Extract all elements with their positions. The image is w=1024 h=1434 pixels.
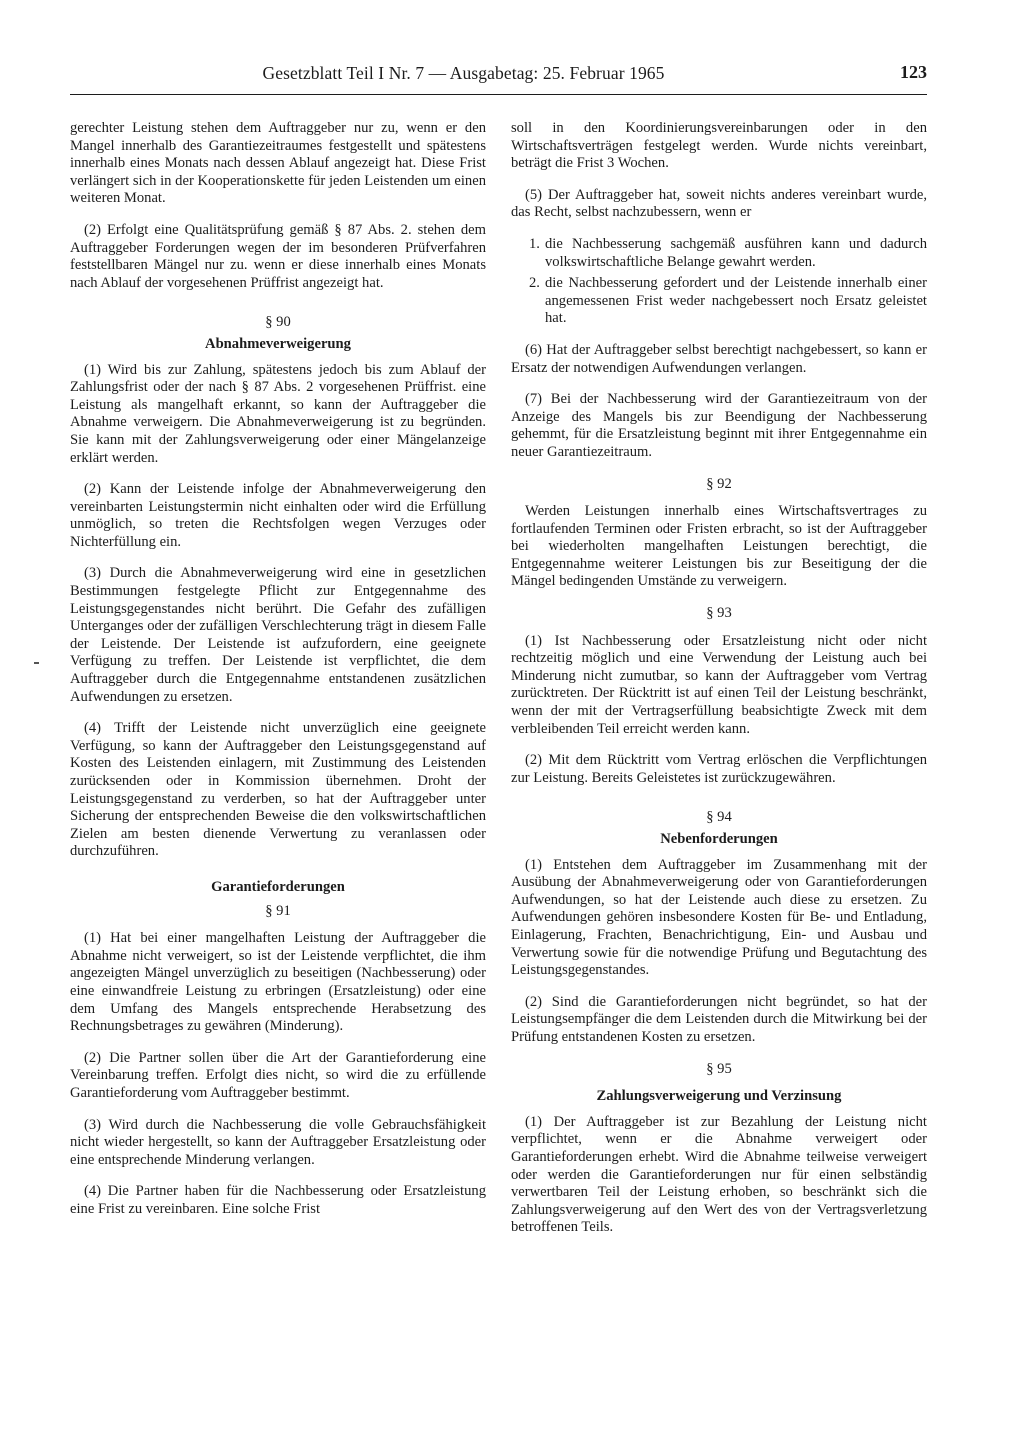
paragraph: (6) Hat der Auftraggeber selbst berechtigt nachgebessert, so kann er Ersatz der notwendigen Aufwendungen verlangen. [511, 341, 927, 376]
paragraph: (1) Ist Nachbesserung oder Ersatzleistung nicht oder nicht rechtzeitig möglich und eine Verwendung der Leistung auch bei Minderung nicht zumutbar, so kann der Auftraggeber vom Vertrag zurücktreten. Der Rücktritt ist auf einen Teil der Leistung beschränkt, wenn der mit der Vertragserfüllung beabsichtigte Zweck mit dem verbleibenden Teil erreicht werden kann. [511, 632, 927, 737]
paragraph: (4) Trifft der Leistende nicht unverzüglich eine geeignete Verfügung, so kann der Auftraggeber den Leistungsgegenstand auf Kosten des Leistenden einlagern, mit Zustimmung des Leistenden zurücksenden oder in Kommission übernehmen. Droht der Leistungsgegenstand zu verderben, so hat der Auftraggeber unter Sicherung der entsprechenden Beweise die den volkswirtschaftlichen Zielen am besten dienende Verwertung zu veranlassen oder durchzuführen. [70, 720, 486, 860]
section-heading-91: Garantieforderungen [211, 878, 345, 895]
right-column [511, 120, 927, 1251]
paragraph: (2) Die Partner sollen über die Art der Garantieforderung eine Vereinbarung treffen. Erfolgt dies nicht, so wird die zu erfüllende Garantieforderung vom Auftraggeber bestimmt. [70, 1049, 486, 1101]
left-column [70, 120, 486, 1232]
section-number-90: § 90 [265, 314, 291, 331]
numbered-list [511, 236, 927, 328]
list-item-text: die Nachbesserung sachgemäß ausführen kann und dadurch volkswirtschaftliche Belange gewahrt werden. [545, 235, 927, 270]
section-number-93: § 93 [706, 605, 732, 622]
paragraph: (1) Hat bei einer mangelhaften Leistung der Auftraggeber die Abnahme nicht verweigert, so ist der Leistende verpflichtet, die ihm angezeigten Mängel unverzüglich zu beseitigen (Nachbesserung) oder eine einwandfreie Leistung zu erbringen (Ersatzleistung) oder eine dem Umfang des Mangels entsprechende Herabsetzung des Rechnungsbetrages zu gewähren (Minderung). [70, 930, 486, 1035]
page-number: 123 [900, 62, 927, 82]
section-number-95: § 95 [706, 1060, 732, 1077]
paragraph: (3) Durch die Abnahmeverweigerung wird eine in gesetzlichen Bestimmungen festgelegte Pflicht zur Entgegennahme des Leistungsgegenstandes nicht berührt. Die Gefahr des zufälligen Unterganges oder der zufälligen Verschlechterung trägt in diesem Falle der Leistende. Der Leistende ist aufzufordern, eine geeignete Verfügung zu treffen. Der Leistende ist verpflichtet, die dem Auftraggeber durch die Entgegennahme entstandenen zusätzlichen Aufwendungen zu ersetzen. [70, 565, 486, 705]
section-number-94: § 94 [706, 809, 732, 826]
paragraph: (2) Erfolgt eine Qualitätsprüfung gemäß § 87 Abs. 2. stehen dem Auftraggeber Forderungen wegen der im besonderen Prüfverfahren feststellbaren Mängel nur zu. wenn er diese innerhalb eines Monats nach Ablauf der vorgesehenen Prüffrist angezeigt hat. [70, 221, 486, 291]
list-item [511, 236, 927, 271]
paragraph-continuation: gerechter Leistung stehen dem Auftraggeber nur zu, wenn er den Mangel innerhalb des Garantiezeitraumes festgestellt und spätestens innerhalb eines Monats nach dessen Ablauf angezeigt hat. Diese Frist verlängert sich in der Kooperationskette für jeden Leistenden um einen weiteren Monat. [70, 120, 486, 207]
header-title: Gesetzblatt Teil I Nr. 7 — Ausgabetag: 25. Februar 1965 [262, 63, 665, 83]
paragraph: Werden Leistungen innerhalb eines Wirtschaftsvertrages zu fortlaufenden Terminen oder Fristen erbracht, so ist der Auftraggeber bei wiederholten mangelhaften Leistungen berechtigt, die Entgegennahme weiterer Leistungen bis zur Beseitigung der die Mängel bedingenden Umstände zu verweigern. [511, 503, 927, 590]
paragraph: (1) Entstehen dem Auftraggeber im Zusammenhang mit der Ausübung der Abnahmeverweigerung oder von Garantieforderungen Aufwendungen, so hat der Leistende auch diese zu ersetzen. Zu Aufwendungen gehören insbesondere Kosten für Be- und Entladung, Einlagerung, Frachten, Benachrichtigung, Ein- und Ausbau und Verwertung sowie für die notwendige Prüfung und Begutachtung des Leistungsgegenstandes. [511, 856, 927, 979]
list-item-text: die Nachbesserung gefordert und der Leistende innerhalb einer angemessenen Frist weder nachgebessert noch Ersatz geleistet hat. [545, 275, 927, 327]
section-number-92: § 92 [706, 475, 732, 492]
section-heading-95: Zahlungsverweigerung und Verzinsung [596, 1088, 842, 1105]
paragraph: (7) Bei der Nachbesserung wird der Garantiezeitraum von der Anzeige des Mangels bis zur Beendigung der Nachbesserung gehemmt, für die Ersatzleistung beginnt mit ihrer Entgegennahme ein neuer Garantiezeitraum. [511, 391, 927, 460]
section-heading-90: Abnahmeverweigerung [205, 335, 351, 352]
list-number: 2. [529, 275, 540, 292]
section-number-91: § 91 [265, 902, 291, 919]
section-heading-94: Nebenforderungen [660, 831, 778, 847]
paragraph: (2) Kann der Leistende infolge der Abnahmeverweigerung den vereinbarten Leistungstermin nicht einhalten oder wird die Erfüllung unmöglich, so treten die Rechtsfolgen wegen Verzuges oder Nichterfüllung ein. [70, 481, 486, 550]
page-header [70, 60, 927, 95]
paragraph: (2) Sind die Garantieforderungen nicht begründet, so hat der Leistungsempfänger die dem Leistenden durch die Mitwirkung bei der Prüfung entstandenen Kosten zu ersetzen. [511, 993, 927, 1045]
list-number: 1. [529, 235, 540, 252]
paragraph: (1) Wird bis zur Zahlung, spätestens jedoch bis zum Ablauf der Zahlungsfrist oder der nach § 87 Abs. 2 vorgesehenen Prüffrist. eine Leistung als mangelhaft erkannt, so kann der Auftraggeber die Abnahme verweigern. Die Abnahmeverweigerung ist zu begründen. Sie kann mit der Zahlungsverweigerung oder einer Mängelanzeige erklärt werden. [70, 361, 486, 466]
paragraph: (1) Der Auftraggeber ist zur Bezahlung der Leistung nicht verpflichtet, wenn er die Abnahme verweigert oder Garantieforderungen erhebt. Wird die Abnahme teilweise verweigert oder werden die Garantieforderungen nur für einen selbständig verwertbaren Teil der Leistung erhoben, so beschränkt sich die Zahlungsverweigerung auf den Wert des von der Vertragsverletzung betroffenen Teils. [511, 1113, 927, 1236]
paragraph: (4) Die Partner haben für die Nachbesserung oder Ersatzleistung eine Frist zu vereinbaren. Eine solche Frist [70, 1183, 486, 1217]
paragraph: (2) Mit dem Rücktritt vom Vertrag erlöschen die Verpflichtungen zur Leistung. Bereits Geleistetes ist zurückzugewähren. [511, 752, 927, 786]
paragraph-continuation: soll in den Koordinierungsvereinbarungen oder in den Wirtschaftsverträgen festgelegt werden. Wurde nichts vereinbart, beträgt die Frist 3 Wochen. [511, 120, 927, 172]
paragraph: (3) Wird durch die Nachbesserung die volle Gebrauchsfähigkeit nicht wieder hergestellt, so kann der Auftraggeber Ersatzleistung oder eine entsprechende Minderung verlangen. [70, 1116, 486, 1168]
paragraph: (5) Der Auftraggeber hat, soweit nichts anderes vereinbart wurde, das Recht, selbst nachzubessern, wenn er [511, 186, 927, 221]
list-item [511, 275, 927, 328]
margin-mark [34, 662, 39, 664]
